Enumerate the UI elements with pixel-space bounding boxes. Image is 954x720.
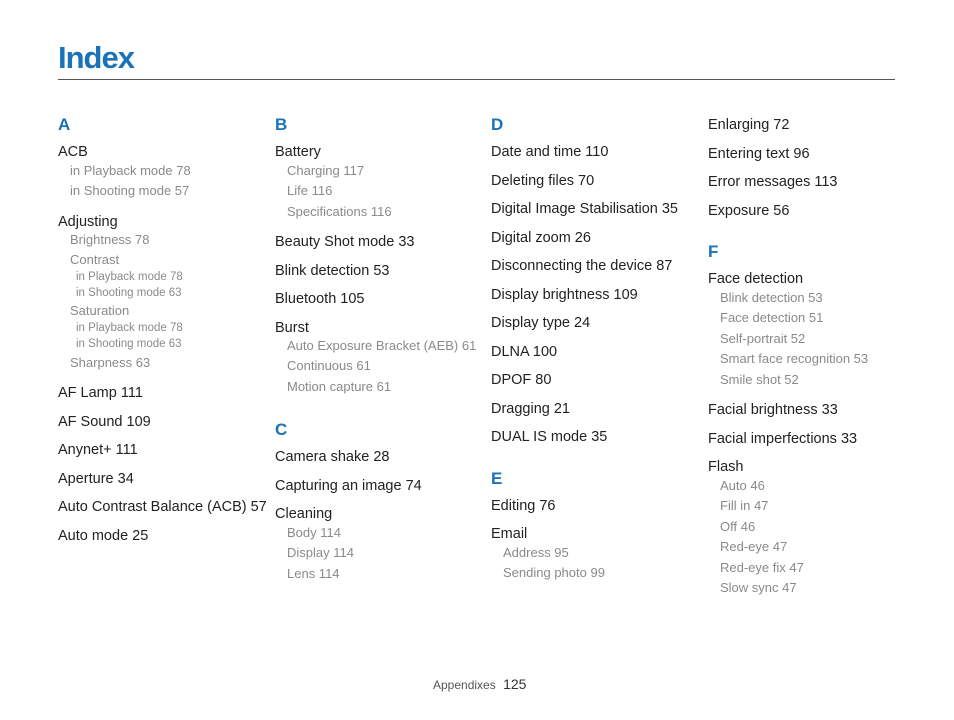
index-entry-term: Deleting files 70 [491, 172, 595, 189]
index-sub-subentry: in Playback mode 78 [76, 321, 183, 334]
index-entry-term: Date and time 110 [491, 144, 609, 160]
index-entry-term: Flash [708, 459, 744, 475]
index-subentry: Smart face recognition 53 [720, 351, 869, 366]
index-subentry: Smile shot 52 [720, 371, 799, 387]
index-entry [491, 201, 706, 218]
index-subentry: in Playback mode 78 [70, 162, 191, 178]
index-entry [58, 528, 273, 545]
index-subentry: Charging 117 [287, 162, 365, 178]
index-entry-term: DUAL IS mode 35 [491, 429, 608, 445]
section-letter: C [275, 420, 288, 439]
index-entry-term: Disconnecting the device 87 [491, 258, 673, 274]
index-column-1 [58, 116, 273, 556]
index-subentry: Specifications 116 [287, 203, 392, 219]
index-subentry: in Shooting mode 57 [70, 183, 190, 198]
index-subgroup [58, 302, 273, 353]
index-entry [275, 506, 490, 584]
index-entry [491, 173, 706, 190]
section-letter: D [491, 115, 504, 134]
index-subentry: Slow sync 47 [720, 580, 797, 595]
footer-page-number: 125 [503, 676, 527, 692]
index-entry [275, 234, 490, 251]
index-entry-term: Bluetooth 105 [275, 291, 365, 307]
index-entry [708, 431, 923, 448]
index-entry [275, 320, 490, 398]
index-subentry: Continuous 61 [287, 358, 371, 373]
index-entry-term: Digital Image Stabilisation 35 [491, 201, 678, 217]
section-letter: F [708, 242, 719, 261]
index-entry-term: Auto Contrast Balance (ACB) 57 [58, 499, 267, 515]
index-entry-term: Display type 24 [491, 315, 591, 331]
index-entry-term: Beauty Shot mode 33 [275, 234, 415, 250]
index-entry [491, 372, 706, 389]
index-entry [491, 344, 706, 361]
index-entry [58, 414, 273, 431]
index-entry [58, 144, 273, 202]
index-entry-term: Digital zoom 26 [491, 229, 591, 246]
index-entry [58, 499, 273, 516]
index-entry-term: Auto mode 25 [58, 527, 149, 544]
index-subentry: Address 95 [503, 544, 569, 560]
index-subentry: Saturation [70, 302, 130, 318]
section-letter: E [491, 468, 503, 488]
index-entry [708, 271, 923, 390]
index-subentry: Self-portrait 52 [720, 330, 806, 346]
index-subentry: Auto Exposure Bracket (AEB) 61 [287, 338, 477, 353]
index-subentry: Body 114 [287, 524, 341, 540]
index-entry-term: DPOF 80 [491, 372, 552, 388]
index-entry-term: AF Sound 109 [58, 413, 151, 430]
page-title: Index [58, 40, 134, 75]
index-subentry: Blink detection 53 [720, 289, 823, 305]
index-entry [491, 287, 706, 304]
index-entry-term: ACB [58, 144, 88, 160]
index-entry [275, 144, 490, 222]
index-entry-term: Error messages 113 [708, 174, 838, 190]
footer-section: Appendixes [433, 678, 496, 692]
index-entry-term: Editing 76 [491, 497, 556, 514]
index-sub-subentry: in Shooting mode 63 [76, 287, 182, 299]
index-entry [58, 385, 273, 402]
index-entry-term: Camera shake 28 [275, 449, 390, 465]
index-entry-term: Display brightness 109 [491, 286, 638, 303]
index-subentry: Off 46 [720, 518, 756, 534]
index-entry-term: Aperture 34 [58, 470, 134, 487]
index-entry-term: Face detection [708, 271, 804, 287]
index-subentry: Red-eye 47 [720, 539, 788, 554]
index-subentry: Sharpness 63 [70, 354, 151, 370]
index-entry-term: Anynet+ 111 [58, 442, 138, 458]
index-entry [491, 429, 706, 446]
index-subentry: Lens 114 [287, 565, 340, 581]
index-subentry: Display 114 [287, 545, 354, 560]
index-entry-term: Facial imperfections 33 [708, 430, 858, 447]
index-entry-term: Adjusting [58, 213, 118, 230]
index-entry [708, 459, 923, 599]
index-entry-term: Enlarging 72 [708, 117, 790, 133]
index-subentry: Auto 46 [720, 477, 765, 493]
index-entry [275, 478, 490, 495]
index-sub-subentry: in Playback mode 78 [76, 270, 183, 283]
index-entry [491, 258, 706, 275]
page-footer [433, 676, 526, 692]
index-entry [275, 263, 490, 280]
index-entry-term: Burst [275, 319, 309, 336]
index-subgroup [58, 251, 273, 302]
index-subentry: Motion capture 61 [287, 378, 392, 394]
index-column-2 [275, 116, 490, 596]
index-entry-term: AF Lamp 111 [58, 385, 143, 401]
index-entry-term: Facial brightness 33 [708, 402, 838, 418]
index-entry [58, 471, 273, 488]
index-entry-term: Exposure 56 [708, 202, 790, 219]
index-entry [491, 526, 706, 584]
section-letter: A [58, 115, 71, 134]
index-subentry: Red-eye fix 47 [720, 559, 804, 575]
index-entry [708, 117, 923, 134]
index-column-3 [491, 116, 706, 596]
index-entry [708, 402, 923, 419]
index-entry-term: DLNA 100 [491, 343, 558, 360]
index-subentry: Face detection 51 [720, 310, 824, 325]
index-entry [708, 174, 923, 191]
index-entry [491, 401, 706, 418]
index-entry [275, 291, 490, 308]
index-entry-term: Dragging 21 [491, 400, 570, 417]
index-entry [708, 203, 923, 220]
index-column-4 [708, 117, 923, 611]
index-subentry: Sending photo 99 [503, 565, 605, 580]
index-subentry: Contrast [70, 251, 120, 267]
index-sub-subentry: in Shooting mode 63 [76, 338, 182, 350]
index-entry-term: Capturing an image 74 [275, 477, 422, 494]
index-entry [58, 214, 273, 374]
index-entry-term: Cleaning [275, 506, 333, 522]
index-entry [58, 442, 273, 459]
section-letter: B [275, 115, 288, 134]
index-entry [275, 449, 490, 466]
index-entry-term: Battery [275, 144, 321, 160]
index-subentry: Brightness 78 [70, 232, 150, 247]
title-divider [58, 79, 895, 80]
index-entry [491, 315, 706, 332]
index-entry [491, 230, 706, 247]
index-entry-term: Entering text 96 [708, 145, 810, 162]
index-entry [491, 498, 706, 515]
index-subentry: Life 116 [287, 183, 333, 198]
index-entry [708, 146, 923, 163]
index-entry [491, 144, 706, 161]
index-entry-term: Blink detection 53 [275, 262, 390, 279]
index-entry-term: Email [491, 526, 528, 542]
index-subentry: Fill in 47 [720, 498, 769, 513]
